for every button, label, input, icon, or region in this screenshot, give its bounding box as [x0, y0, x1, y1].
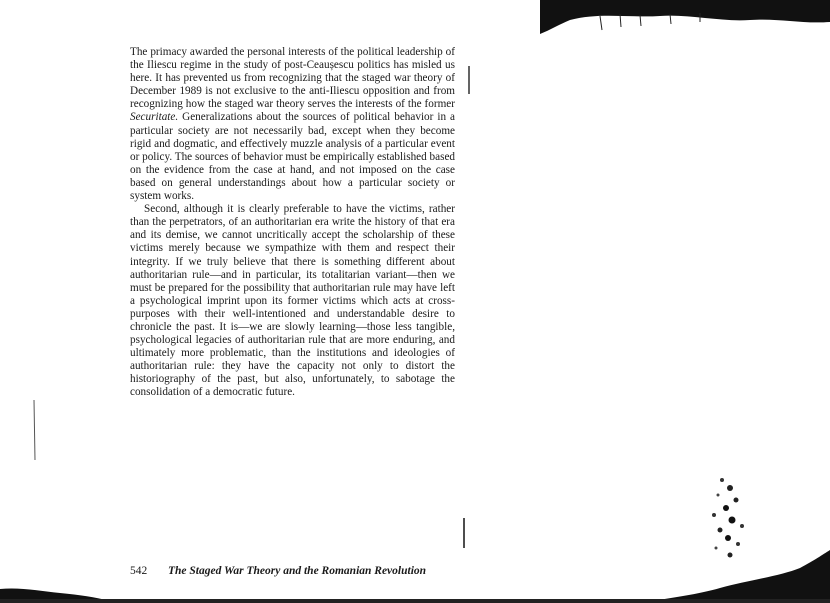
scan-mark-left [32, 400, 38, 460]
scan-shadow-bottom-left [0, 575, 110, 603]
paragraph-1-italic-term: Securitate. [130, 111, 179, 124]
paragraph-1-text-a: The primacy awarded the personal interests of the political leadership of the Iliescu regime in the study of post-Ceaușescu politics has misled us here. It has prevented us from recognizing that the staged war theory of December 1989 is not exclusive to the anti-Iliescu opposition and from recognizing how the staged war theory serves the interests of the former [130, 46, 455, 111]
page-footer [130, 565, 460, 577]
scan-shadow-bottom-right [640, 550, 830, 603]
scan-speckles-right [700, 460, 760, 570]
paragraph-1-text-b: Generalizations about the sources of political behavior in a particular society are not necessarily bad, except when they become rigid and dogmatic, and effectively muzzle analysis of a particular event or policy. The sources of behavior must be empirically established based on the evidence from the case at hand, and not imposed on the case based on general understandings about how a particular society or system works. [130, 111, 455, 203]
scan-mark-mid-bottom [461, 518, 467, 548]
scan-shadow-top-right [540, 0, 830, 40]
paragraph-2-text: Second, although it is clearly preferable to have the victims, rather than the perpetrators, of an authoritarian era write the history of that era and its demise, we cannot uncritically accept the scholarship of these victims merely because we sympathize with them and respect their integrity. If we truly believe that there is something different about authoritarian rule—and in particular, its totalitarian variant—then we must be prepared for the possibility that authoritarian rule may have left a psychological imprint upon its former victims which acts at cross-purposes with their well-intentioned and understandable desire to chronicle the past. It is—we are slowly learning—those less tangible, psychological legacies of authoritarian rule that are more enduring, and ultimately more problematic, than the institutions and ideologies of authoritarian rule: they have the capacity not only to distort the historiography of the past, but also, unfortunately, to sabotage the consolidation of a democratic future. [130, 203, 455, 399]
scan-mark-mid-top [466, 66, 472, 94]
page-number: 542 [130, 565, 148, 577]
body-text [130, 46, 455, 400]
paragraph-2 [130, 203, 455, 399]
scan-bottom-edge [0, 597, 830, 603]
running-title: The Staged War Theory and the Romanian Revolution [168, 565, 427, 577]
paragraph-1 [130, 46, 455, 203]
